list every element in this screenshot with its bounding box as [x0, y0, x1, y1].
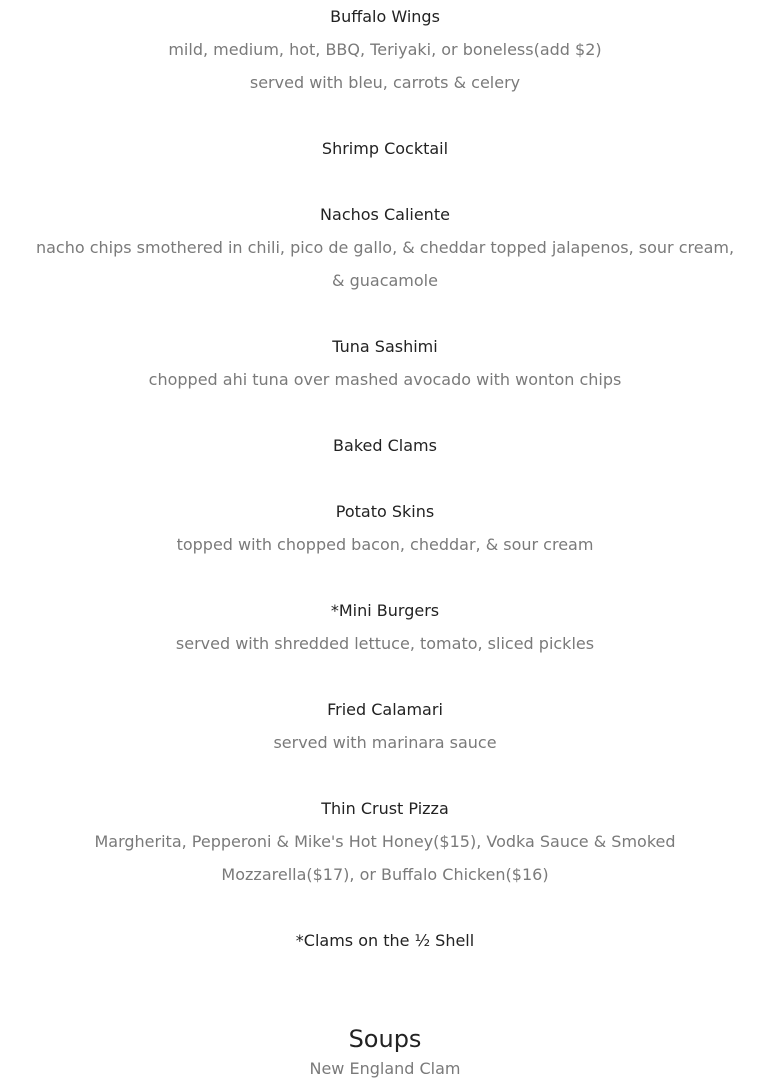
section-title: Soups [348, 1025, 422, 1053]
menu-item-clams-half-shell [0, 924, 770, 957]
item-description: Margherita, Pepperoni & Mike's Hot Honey($15), Vodka Sauce & Smoked Mozzarella($17), or Buffalo Chicken($16) [94, 832, 676, 884]
menu-item-shrimp-cocktail [0, 132, 770, 165]
item-name: *Clams on the ½ Shell [295, 931, 475, 950]
menu-item-fried-calamari [0, 693, 770, 759]
item-name: Potato Skins [335, 502, 435, 521]
item-description: nacho chips smothered in chili, pico de gallo, & cheddar topped jalapenos, sour cream, & guacamole [35, 238, 735, 290]
menu-item-mini-burgers [0, 594, 770, 660]
item-description: topped with chopped bacon, cheddar, & sour cream [176, 535, 594, 554]
item-name: Nachos Caliente [320, 205, 450, 224]
menu-item-nachos-caliente [0, 198, 770, 297]
menu-item-tuna-sashimi [0, 330, 770, 396]
menu-item-buffalo-wings [0, 0, 770, 99]
menu-item-potato-skins [0, 495, 770, 561]
soups-section [0, 1024, 770, 1084]
item-description: served with shredded lettuce, tomato, sliced pickles [175, 634, 595, 653]
menu-item-thin-crust-pizza [0, 792, 770, 891]
soup-item: New England Clam [309, 1059, 461, 1078]
item-description: mild, medium, hot, BBQ, Teriyaki, or boneless(add $2) [168, 40, 602, 59]
item-name: Fried Calamari [327, 700, 443, 719]
menu-item-baked-clams [0, 429, 770, 462]
item-description: served with marinara sauce [273, 733, 497, 752]
item-name: Baked Clams [333, 436, 437, 455]
item-name: Tuna Sashimi [332, 337, 438, 356]
item-name: *Mini Burgers [330, 601, 440, 620]
item-description: served with bleu, carrots & celery [249, 73, 521, 92]
item-name: Shrimp Cocktail [321, 139, 449, 158]
item-name: Thin Crust Pizza [321, 799, 449, 818]
item-description: chopped ahi tuna over mashed avocado with wonton chips [148, 370, 622, 389]
item-name: Buffalo Wings [330, 7, 440, 26]
